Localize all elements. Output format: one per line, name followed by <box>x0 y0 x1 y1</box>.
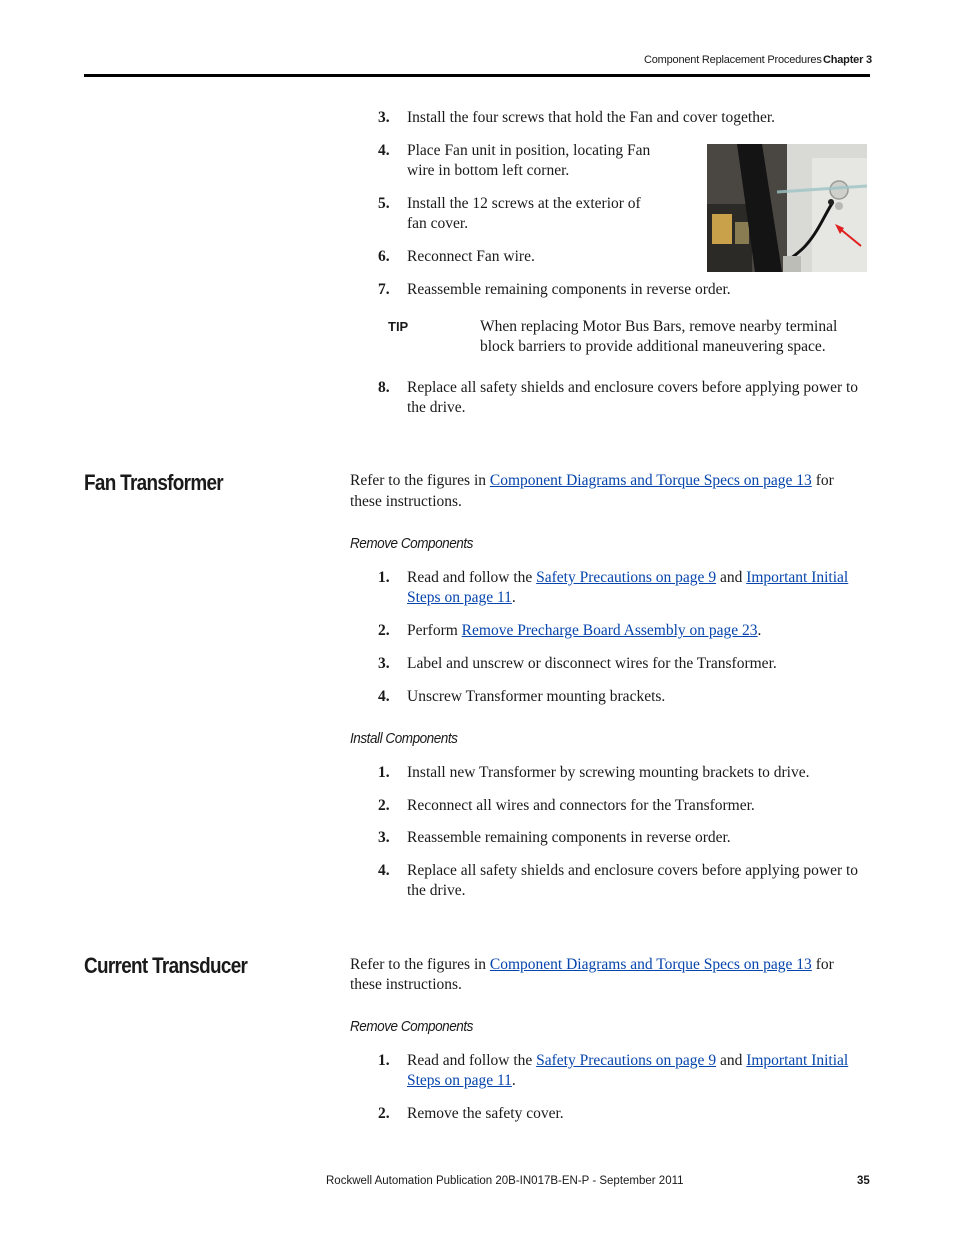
step-number: 3. <box>378 655 390 672</box>
link-important-initial-steps[interactable]: Important Initial <box>746 1052 849 1069</box>
link-safety-precautions[interactable]: Safety Precautions on page 9 <box>536 1052 717 1069</box>
intro-text: for <box>811 472 834 489</box>
subheading-remove-components: Remove Components <box>350 535 473 552</box>
step-number: 1. <box>378 764 390 781</box>
intro-text: for <box>811 956 834 973</box>
step-text: Remove the safety cover. <box>407 1105 564 1122</box>
step-text: wire in bottom left corner. <box>407 162 570 179</box>
step-text <box>407 1071 516 1091</box>
subheading-remove-components: Remove Components <box>350 1018 473 1035</box>
tip-text: block barriers to provide additional maneuvering space. <box>480 338 826 355</box>
step-text: Reassemble remaining components in reverse order. <box>407 281 731 298</box>
step-number: 6. <box>378 248 390 265</box>
step-text <box>407 568 848 588</box>
step-number: 8. <box>378 379 390 396</box>
link-important-initial-steps[interactable]: Steps on page 11 <box>407 589 512 606</box>
link-component-diagrams[interactable]: Component Diagrams and Torque Specs on page 13 <box>489 956 812 973</box>
step-text: Reconnect Fan wire. <box>407 248 535 265</box>
intro-paragraph <box>350 955 834 975</box>
tip-text: When replacing Motor Bus Bars, remove nearby terminal <box>480 318 838 335</box>
step-text-part: Perform <box>407 622 462 639</box>
intro-text: these instructions. <box>350 976 462 993</box>
step-number: 2. <box>378 622 390 639</box>
step-number: 2. <box>378 1105 390 1122</box>
tip-label: TIP <box>388 319 409 334</box>
link-remove-precharge-board[interactable]: Remove Precharge Board Assembly on page 23 <box>461 622 758 639</box>
step-text-part: . <box>511 589 516 606</box>
step-text-part: Read and follow the <box>407 1052 537 1069</box>
step-text: Label and unscrew or disconnect wires for the Transformer. <box>407 655 777 672</box>
step-text: the drive. <box>407 882 466 899</box>
step-text: Install the 12 screws at the exterior of <box>407 195 641 212</box>
step-number: 3. <box>378 829 390 846</box>
running-header-chapter: Chapter 3 <box>823 54 872 66</box>
step-number: 2. <box>378 797 390 814</box>
intro-text: these instructions. <box>350 493 462 510</box>
link-important-initial-steps[interactable]: Steps on page 11 <box>407 1072 512 1089</box>
intro-text: Refer to the figures in <box>350 956 490 973</box>
step-number: 4. <box>378 142 390 159</box>
step-text-part: . <box>511 1072 516 1089</box>
step-number: 5. <box>378 195 390 212</box>
step-text: Place Fan unit in position, locating Fan <box>407 142 651 159</box>
running-header-section: Component Replacement Procedures <box>644 54 822 66</box>
step-number: 7. <box>378 281 390 298</box>
step-number: 4. <box>378 688 390 705</box>
step-text: the drive. <box>407 399 466 416</box>
step-number: 4. <box>378 862 390 879</box>
step-text <box>407 588 516 608</box>
step-text: Unscrew Transformer mounting brackets. <box>407 688 666 705</box>
step-text <box>407 1051 848 1071</box>
intro-text: Refer to the figures in <box>350 472 490 489</box>
step-text <box>407 621 761 641</box>
link-important-initial-steps[interactable]: Important Initial <box>746 569 849 586</box>
step-number: 1. <box>378 569 390 586</box>
section-heading-fan-transformer: Fan Transformer <box>84 470 223 495</box>
step-text: fan cover. <box>407 215 469 232</box>
page-number: 35 <box>857 1175 870 1187</box>
section-heading-current-transducer: Current Transducer <box>84 953 248 978</box>
step-text-part: and <box>716 569 747 586</box>
step-text-part: . <box>757 622 762 639</box>
step-number: 1. <box>378 1052 390 1069</box>
step-text: Replace all safety shields and enclosure covers before applying power to <box>407 379 859 396</box>
header-rule <box>84 74 870 77</box>
footer-publication: Rockwell Automation Publication 20B-IN017B-EN-P - September 2011 <box>326 1175 684 1187</box>
link-safety-precautions[interactable]: Safety Precautions on page 9 <box>536 569 717 586</box>
link-component-diagrams[interactable]: Component Diagrams and Torque Specs on page 13 <box>489 472 812 489</box>
step-text-part: Read and follow the <box>407 569 537 586</box>
step-text: Reassemble remaining components in reverse order. <box>407 829 731 846</box>
subheading-install-components: Install Components <box>350 730 458 747</box>
step-number: 3. <box>378 109 390 126</box>
fan-wire-photo <box>707 144 867 272</box>
step-text: Install the four screws that hold the Fan and cover together. <box>407 109 776 126</box>
step-text-part: and <box>716 1052 747 1069</box>
intro-paragraph <box>350 471 834 491</box>
step-text: Replace all safety shields and enclosure covers before applying power to <box>407 862 859 879</box>
step-text: Install new Transformer by screwing mounting brackets to drive. <box>407 764 810 781</box>
step-text: Reconnect all wires and connectors for the Transformer. <box>407 797 755 814</box>
